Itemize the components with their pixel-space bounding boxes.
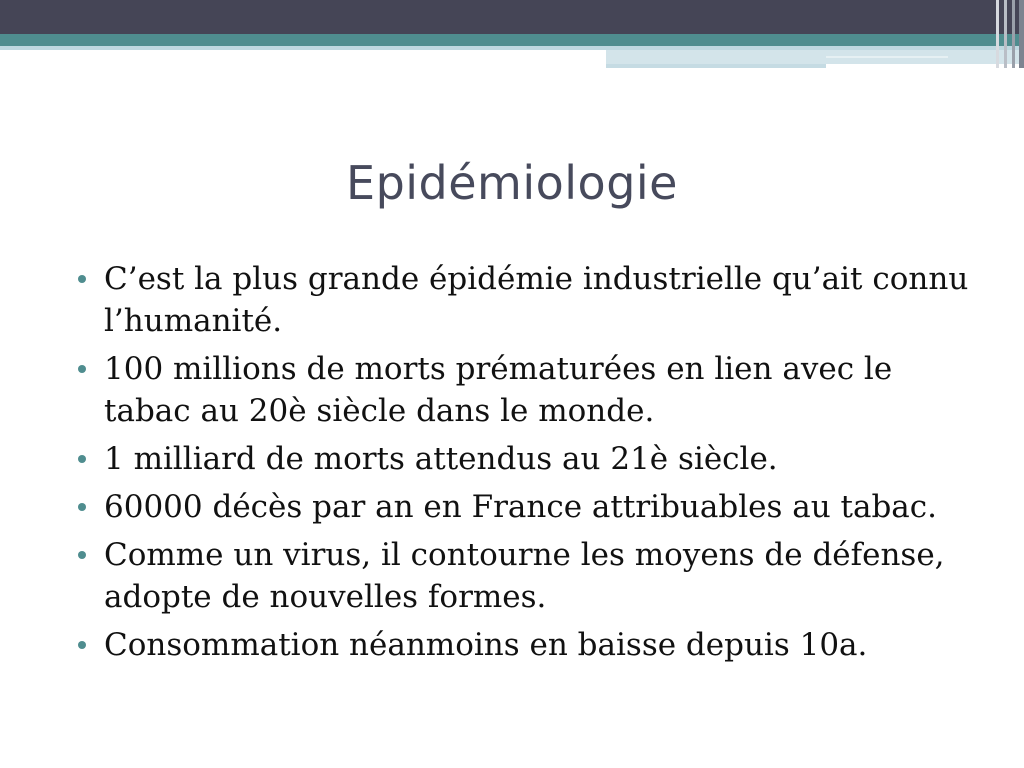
header-accent-thin: [826, 56, 948, 58]
bullet-text: Comme un virus, il contourne les moyens de défense, adopte de nouvelles formes.: [104, 537, 945, 615]
header-bar-teal: [0, 34, 1024, 46]
corner-stripe: [1012, 0, 1015, 68]
corner-stripe: [996, 0, 999, 68]
bullet-text: C’est la plus grande épidémie industrielle qu’ait connu l’humanité.: [104, 261, 969, 339]
bullet-dot-icon: [78, 275, 86, 283]
header-bar-dark: [0, 0, 1024, 34]
bullet-dot-icon: [78, 503, 86, 511]
bullet-item: [72, 486, 972, 528]
bullet-item: [72, 258, 972, 342]
header-accent-block: [606, 50, 1024, 64]
bullet-list: [72, 258, 972, 672]
bullet-item: [72, 534, 972, 618]
bullet-text: Consommation néanmoins en baisse depuis 10a.: [104, 627, 868, 663]
bullet-dot-icon: [78, 365, 86, 373]
bullet-text: 100 millions de morts prématurées en lien avec le tabac au 20è siècle dans le monde.: [104, 351, 893, 429]
bullet-text: 60000 décès par an en France attribuables au tabac.: [104, 489, 938, 525]
bullet-dot-icon: [78, 551, 86, 559]
bullet-item: [72, 348, 972, 432]
bullet-dot-icon: [78, 641, 86, 649]
header-accent-line: [606, 64, 826, 68]
bullet-dot-icon: [78, 455, 86, 463]
slide-title: Epidémiologie: [346, 156, 678, 210]
bullet-text: 1 milliard de morts attendus au 21è siècle.: [104, 441, 778, 477]
bullet-item: [72, 438, 972, 480]
corner-stripe: [1004, 0, 1007, 68]
bullet-item: [72, 624, 972, 666]
corner-stripe: [1019, 0, 1024, 68]
